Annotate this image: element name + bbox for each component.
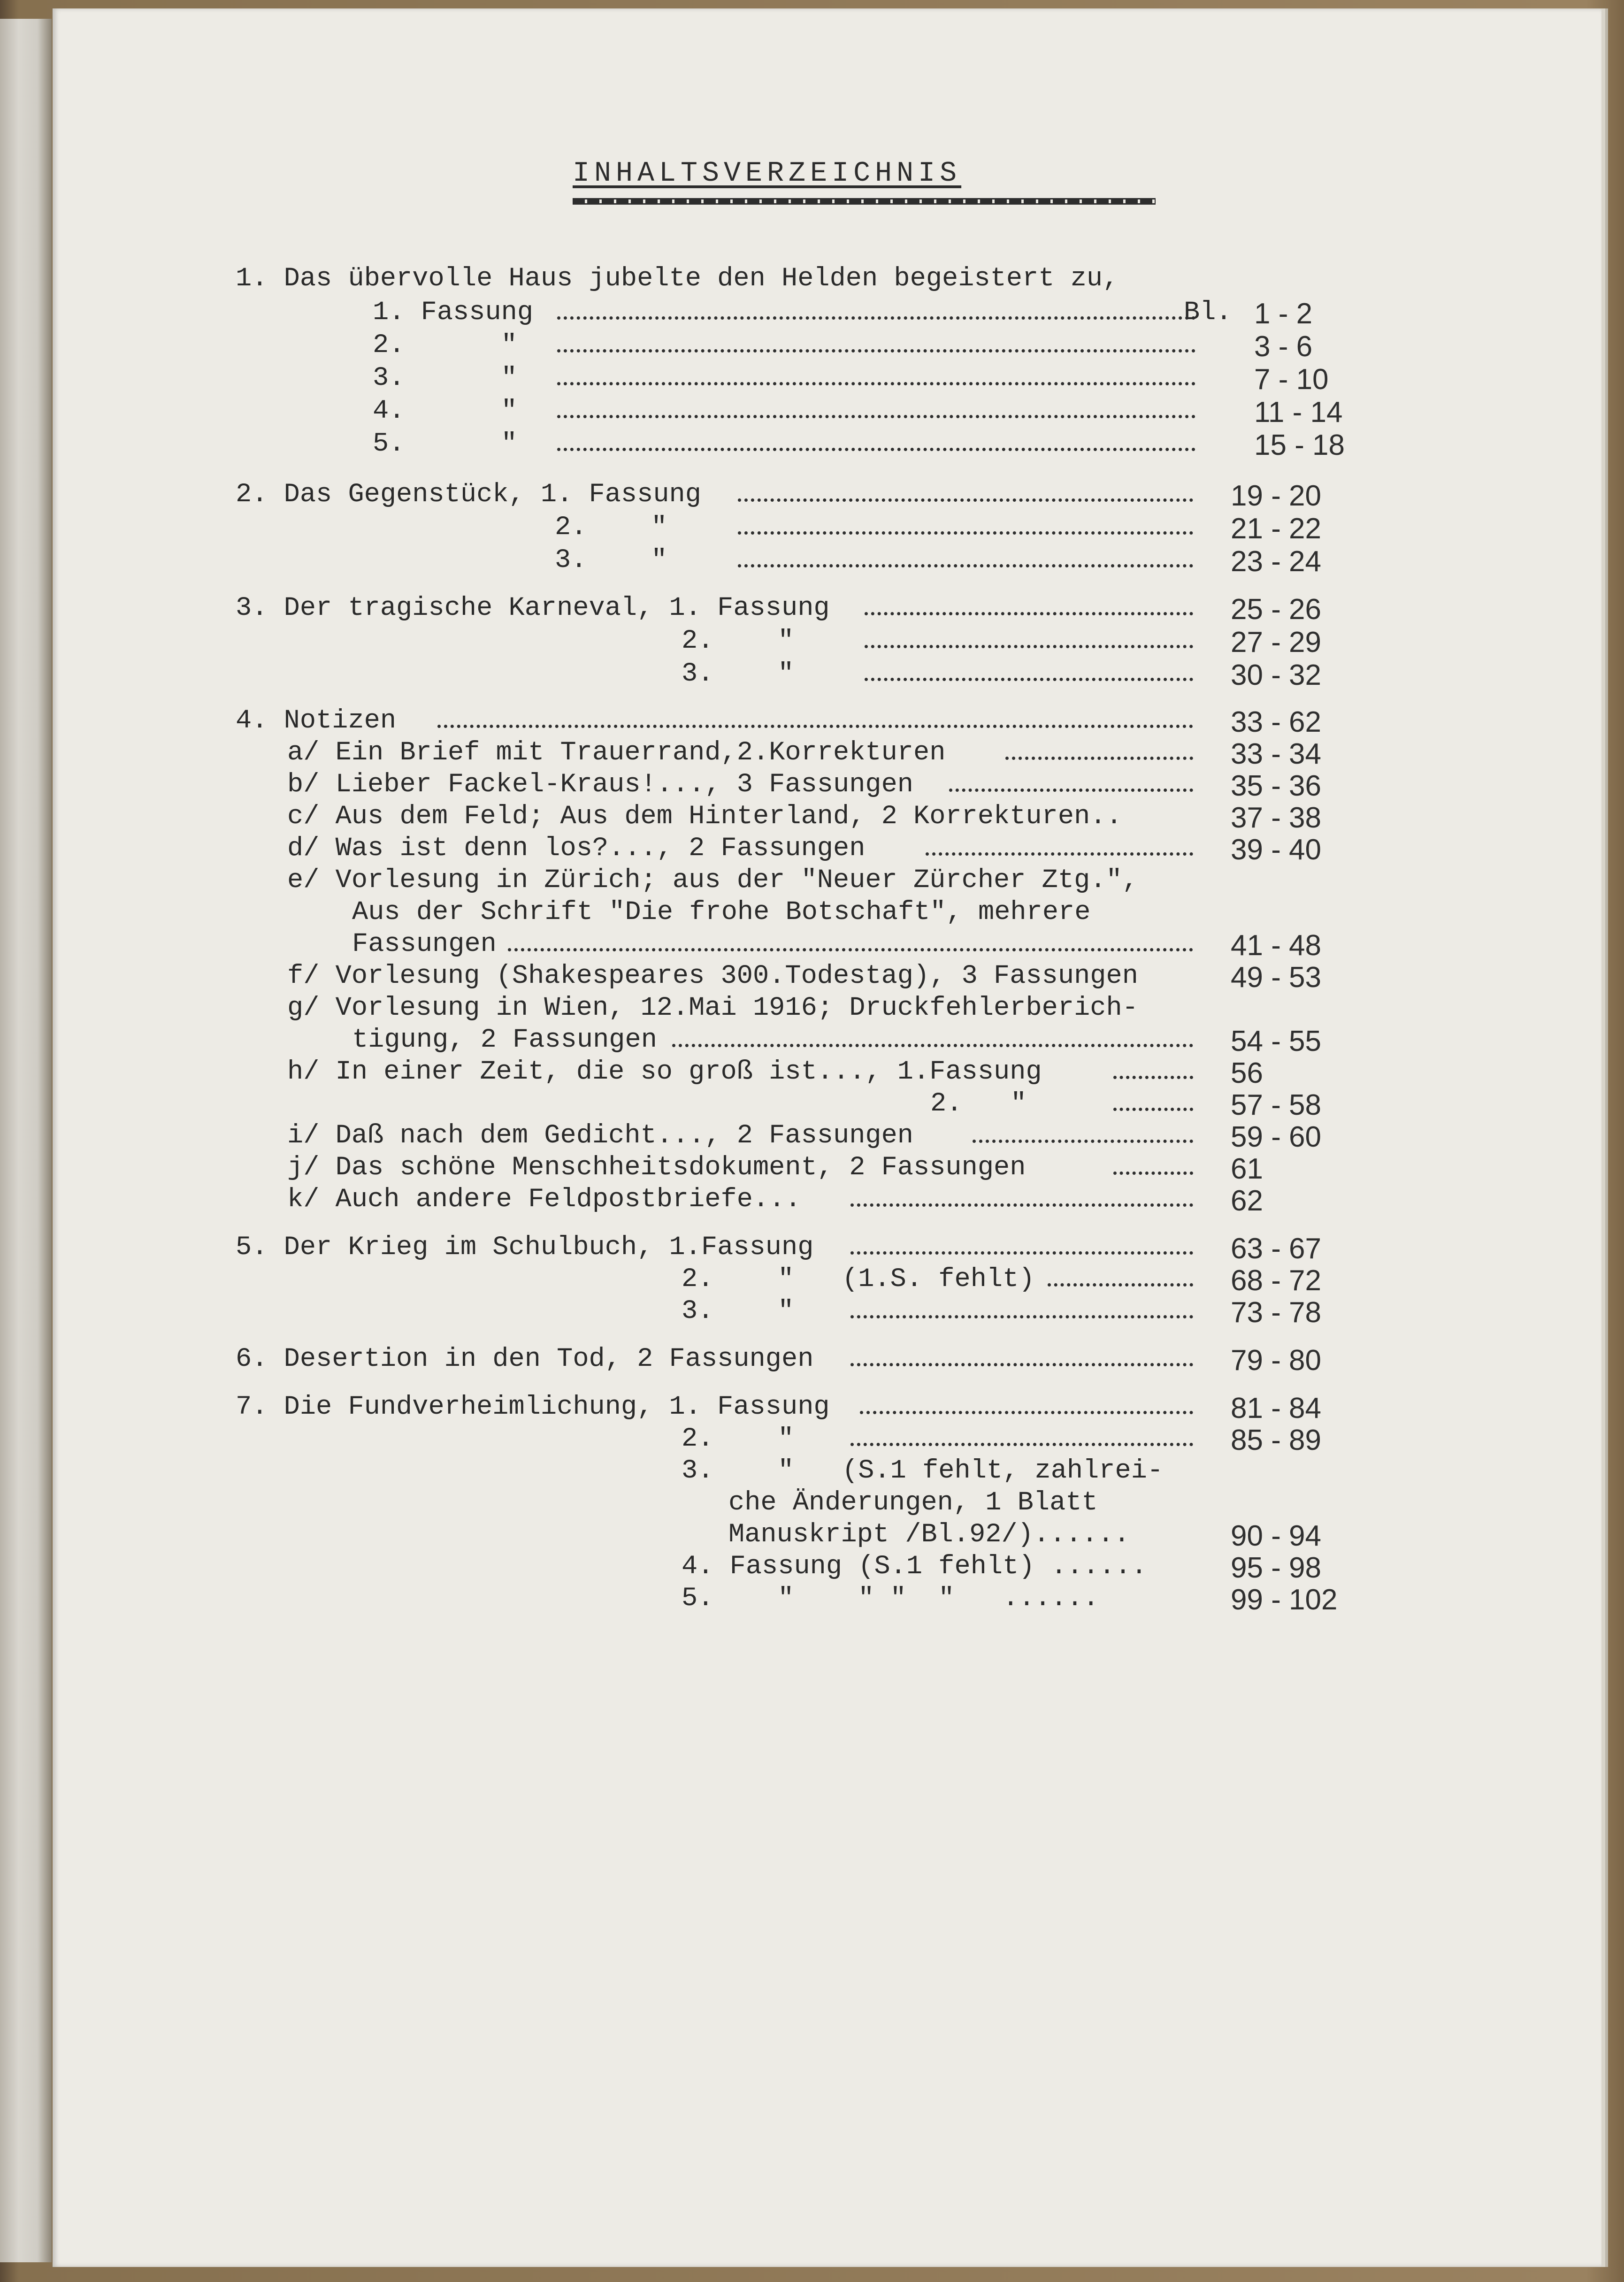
entry-5-pages-1: 63 - 67 <box>1231 1233 1322 1265</box>
entry-4h-pages: 56 <box>1231 1057 1263 1089</box>
dot-leader <box>973 1140 1193 1143</box>
entry-4h-version-2: 2. " <box>930 1089 1027 1119</box>
entry-5-title: 5. Der Krieg im Schulbuch, 1.Fassung <box>236 1233 814 1263</box>
entry-6-pages: 79 - 80 <box>1231 1344 1322 1377</box>
sheet-label: Bl. <box>1184 298 1232 328</box>
entry-4b: b/ Lieber Fackel-Kraus!..., 3 Fassungen <box>287 770 914 800</box>
entry-7-pages-2: 85 - 89 <box>1231 1424 1322 1456</box>
dot-leader <box>738 498 1193 502</box>
document-page <box>53 8 1601 2267</box>
dot-leader <box>865 678 1193 681</box>
entry-1-pages-1: 1 - 2 <box>1254 298 1313 330</box>
entry-2-version-3: 3. " <box>555 545 667 575</box>
entry-4e-line-3: Fassungen <box>352 929 497 959</box>
entry-5-pages-3: 73 - 78 <box>1231 1296 1322 1329</box>
entry-4g-line-1: g/ Vorlesung in Wien, 12.Mai 1916; Druckfehlerberich- <box>287 993 1138 1023</box>
entry-5-pages-2: 68 - 72 <box>1231 1264 1322 1297</box>
entry-7-pages-4: 95 - 98 <box>1231 1552 1322 1584</box>
dot-leader <box>1005 757 1193 760</box>
dot-leader <box>738 531 1193 535</box>
entry-3-version-3: 3. " <box>682 659 794 689</box>
entry-1-version-2: 2. " <box>373 330 517 360</box>
dot-leader <box>557 349 1195 352</box>
dot-leader <box>850 1315 1193 1318</box>
dot-leader <box>850 1363 1193 1366</box>
entry-4i-pages: 59 - 60 <box>1231 1121 1322 1153</box>
entry-4-pages: 33 - 62 <box>1231 706 1322 738</box>
entry-4k-pages: 62 <box>1231 1185 1263 1217</box>
entry-1-pages-4: 11 - 14 <box>1254 396 1343 429</box>
entry-7-version-3-line-2: che Änderungen, 1 Blatt <box>728 1488 1098 1518</box>
entry-4c: c/ Aus dem Feld; Aus dem Hinterland, 2 Korrekturen.. <box>287 802 1122 832</box>
entry-1-version-5: 5. " <box>373 429 517 459</box>
entry-4b-pages: 35 - 36 <box>1231 770 1322 802</box>
dot-leader <box>672 1044 1193 1047</box>
entry-4i: i/ Daß nach dem Gedicht..., 2 Fassungen <box>287 1121 914 1151</box>
entry-1-pages-5: 15 - 18 <box>1254 429 1345 461</box>
entry-4h2-pages: 57 - 58 <box>1231 1089 1322 1121</box>
dot-leader <box>557 448 1195 451</box>
entry-2-pages-2: 21 - 22 <box>1231 513 1322 545</box>
entry-6-title: 6. Desertion in den Tod, 2 Fassungen <box>236 1344 814 1374</box>
entry-1-version-1: 1. Fassung <box>373 298 534 328</box>
entry-4a: a/ Ein Brief mit Trauerrand,2.Korrekturen <box>287 738 946 768</box>
dot-leader <box>1113 1172 1193 1175</box>
entry-5-version-2: 2. " (1.S. fehlt) <box>682 1264 1035 1294</box>
dot-leader <box>850 1443 1193 1446</box>
entry-4e-line-2: Aus der Schrift "Die frohe Botschaft", mehrere <box>352 897 1091 927</box>
entry-4c-pages: 37 - 38 <box>1231 802 1322 834</box>
dot-leader <box>557 316 1195 320</box>
entry-2-version-2: 2. " <box>555 513 667 543</box>
dot-leader <box>865 612 1193 615</box>
entry-4h: h/ In einer Zeit, die so groß ist..., 1.Fassung <box>287 1057 1042 1087</box>
title-double-rule <box>573 198 1156 205</box>
entry-2-title: 2. Das Gegenstück, 1. Fassung <box>236 480 701 510</box>
dot-leader <box>508 948 1193 951</box>
dot-leader <box>557 382 1195 385</box>
dot-leader <box>1113 1108 1193 1111</box>
entry-1-version-3: 3. " <box>373 363 517 393</box>
entry-1-pages-3: 7 - 10 <box>1254 363 1329 396</box>
entry-7-version-4: 4. Fassung (S.1 fehlt) ...... <box>682 1552 1147 1582</box>
entry-4d: d/ Was ist denn los?..., 2 Fassungen <box>287 834 866 864</box>
entry-7-version-3-line-1: 3. " (S.1 fehlt, zahlrei- <box>682 1456 1164 1486</box>
entry-3-title: 3. Der tragische Karneval, 1. Fassung <box>236 593 830 623</box>
entry-3-pages-3: 30 - 32 <box>1231 659 1322 691</box>
entry-7-version-5: 5. " " " " ...... <box>682 1584 1099 1614</box>
entry-5-version-3: 3. " <box>682 1296 794 1326</box>
entry-4-title: 4. Notizen <box>236 706 397 736</box>
entry-4d-pages: 39 - 40 <box>1231 834 1322 866</box>
page-title: INHALTSVERZEICHNIS <box>573 158 962 190</box>
entry-7-version-3-line-3: Manuskript /Bl.92/)...... <box>728 1520 1130 1550</box>
entry-4g-pages: 54 - 55 <box>1231 1025 1322 1057</box>
entry-3-pages-2: 27 - 29 <box>1231 626 1322 659</box>
entry-2-pages-3: 23 - 24 <box>1231 545 1322 578</box>
entry-1-pages-2: 3 - 6 <box>1254 330 1313 363</box>
entry-7-pages-3: 90 - 94 <box>1231 1520 1322 1552</box>
entry-4k: k/ Auch andere Feldpostbriefe... <box>287 1185 801 1215</box>
entry-4g-line-2: tigung, 2 Fassungen <box>352 1025 657 1055</box>
dot-leader <box>557 415 1195 418</box>
dot-leader <box>1113 1076 1193 1079</box>
entry-2-pages-1: 19 - 20 <box>1231 480 1322 512</box>
dot-leader <box>860 1411 1193 1414</box>
entry-3-version-2: 2. " <box>682 626 794 656</box>
dot-leader <box>850 1203 1193 1207</box>
entry-4e-pages: 41 - 48 <box>1231 929 1322 962</box>
entry-7-pages-5: 99 - 102 <box>1231 1584 1338 1616</box>
entry-4j-pages: 61 <box>1231 1153 1263 1185</box>
entry-1-version-4: 4. " <box>373 396 517 426</box>
dot-leader <box>437 725 1193 728</box>
entry-4f: f/ Vorlesung (Shakespeares 300.Todestag), 3 Fassungen <box>287 961 1138 991</box>
dot-leader <box>850 1251 1193 1255</box>
dot-leader <box>738 564 1193 567</box>
entry-4j: j/ Das schöne Menschheitsdokument, 2 Fassungen <box>287 1153 1026 1183</box>
facing-page-edge <box>0 19 52 2262</box>
entry-7-version-2: 2. " <box>682 1424 794 1454</box>
entry-4f-pages: 49 - 53 <box>1231 961 1322 994</box>
entry-3-pages-1: 25 - 26 <box>1231 593 1322 626</box>
dot-leader <box>926 852 1193 856</box>
entry-7-title: 7. Die Fundverheimlichung, 1. Fassung <box>236 1392 830 1422</box>
dot-leader <box>1048 1283 1193 1286</box>
entry-7-pages-1: 81 - 84 <box>1231 1392 1322 1424</box>
dot-leader <box>865 645 1193 648</box>
entry-1-title: 1. Das übervolle Haus jubelte den Helden begeistert zu, <box>236 264 1119 294</box>
entry-4e-line-1: e/ Vorlesung in Zürich; aus der "Neuer Zürcher Ztg.", <box>287 865 1138 896</box>
entry-4a-pages: 33 - 34 <box>1231 738 1322 770</box>
dot-leader <box>949 789 1193 792</box>
